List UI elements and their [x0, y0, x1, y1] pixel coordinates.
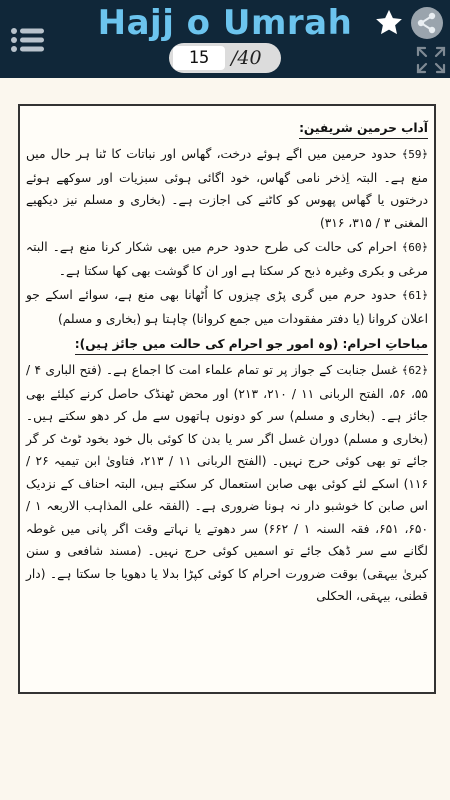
paragraph-number: ﴿59﴾ — [401, 148, 428, 161]
paragraph-59 — [26, 143, 428, 234]
page-number-input[interactable] — [173, 46, 225, 70]
share-icon[interactable] — [410, 6, 444, 40]
paragraph-number: ﴿60﴾ — [401, 241, 428, 254]
paragraph-number: ﴿62﴾ — [401, 364, 429, 377]
paragraph-number: ﴿61﴾ — [401, 289, 429, 302]
paragraph-62 — [26, 359, 428, 608]
page-content — [26, 116, 428, 688]
section-heading: آداب حرمین شریفین: — [299, 118, 428, 139]
paragraph-text: حدود حرمین میں اگے ہوئے درخت، گھاس اور نباتات کا ٹنا ہر حال میں منع ہے۔ البتہ اِذخر نامی گھاس، خود اگائی ہوئی سبزیات اور سوکھے ہوئے درختوں یا گھاس پھوس کو کاٹنے کی اجازت ہے۔ (بخاری و مسلم نیز دیکھیے المغنی ۳ / ۳۱۵، ۳۱۶) — [26, 147, 428, 230]
app-header — [0, 0, 450, 78]
paragraph-text: غسل جنابت کے جواز پر تو تمام علماء امت کا اجماع ہے۔ (فتح الباری ۴ / ۵۵، ۵۶، الفتح الربانی ۱۱ / ۲۱۰، ۲۱۳) اور محض ٹھنڈک حاصل کرنے کیلئے بھی جائز ہے۔ (بخاری و مسلم) سر کو دونوں ہاتھوں سے مل کر دھو سکتے ہیں۔ (بخاری و مسلم) دوران غسل اگر سر یا بدن کا کوئی بال خود بخود ٹوٹ کر گر جائے تو بھی کوئی حرج نہیں۔ (الفتح الربانی ۱۱ / ۲۱۳، فتاویٰ ابن تیمیہ ۲۶ / ۱۱۶) اسکے لئے کوئی بھی صابن استعمال کر سکتے ہیں، البتہ احناف کے نزدیک اس صابن کا خوشبو دار نہ ہونا ضروری ہے۔ (الفقہ علی المذاہب الاربعہ ۱ / ۶۵۰، ۶۵۱، فقہ السنہ ۱ / ۶۶۲) سر دھوتے یا نہاتے وقت اگر پانی میں غوطہ لگانے سے سر ڈھک جائے تو اسمیں کوئی حرج نہیں۔ (مسند شافعی و سنن کبریٰ بیہقی) بوقت ضرورت احرام کا کوئی کپڑا بدلا یا دھویا جا سکتا ہے۔ (دار قطنی، بیہقی، الحکلی — [26, 363, 429, 603]
page-navigator — [169, 43, 281, 73]
book-page — [18, 104, 436, 694]
expand-icon[interactable] — [415, 45, 447, 75]
app-title: Hajj o Umrah — [97, 3, 353, 43]
section-heading: مباحاتِ احرام: (وہ امور جو احرام کی حالت میں جائز ہیں): — [75, 334, 428, 355]
paragraph-61 — [26, 284, 428, 330]
page-total: /40 — [231, 47, 262, 69]
paragraph-text: احرام کی حالت کی طرح حدود حرم میں بھی شکار کرنا منع ہے۔ البتہ مرغی و بکری وغیرہ ذبح کر سکتا ہے اور ان کا گوشت بھی کھا سکتا ہے۔ — [26, 240, 428, 278]
paragraph-60 — [26, 236, 428, 282]
star-icon[interactable] — [374, 8, 404, 38]
paragraph-text: حدود حرم میں گری پڑی چیزوں کا اُٹھانا بھی منع ہے، سوائے اسکے جو اعلان کروانا (یا دفتر مفقودات میں جمع کروانا) چاہتا ہو (بخاری و مسلم) — [26, 288, 428, 326]
